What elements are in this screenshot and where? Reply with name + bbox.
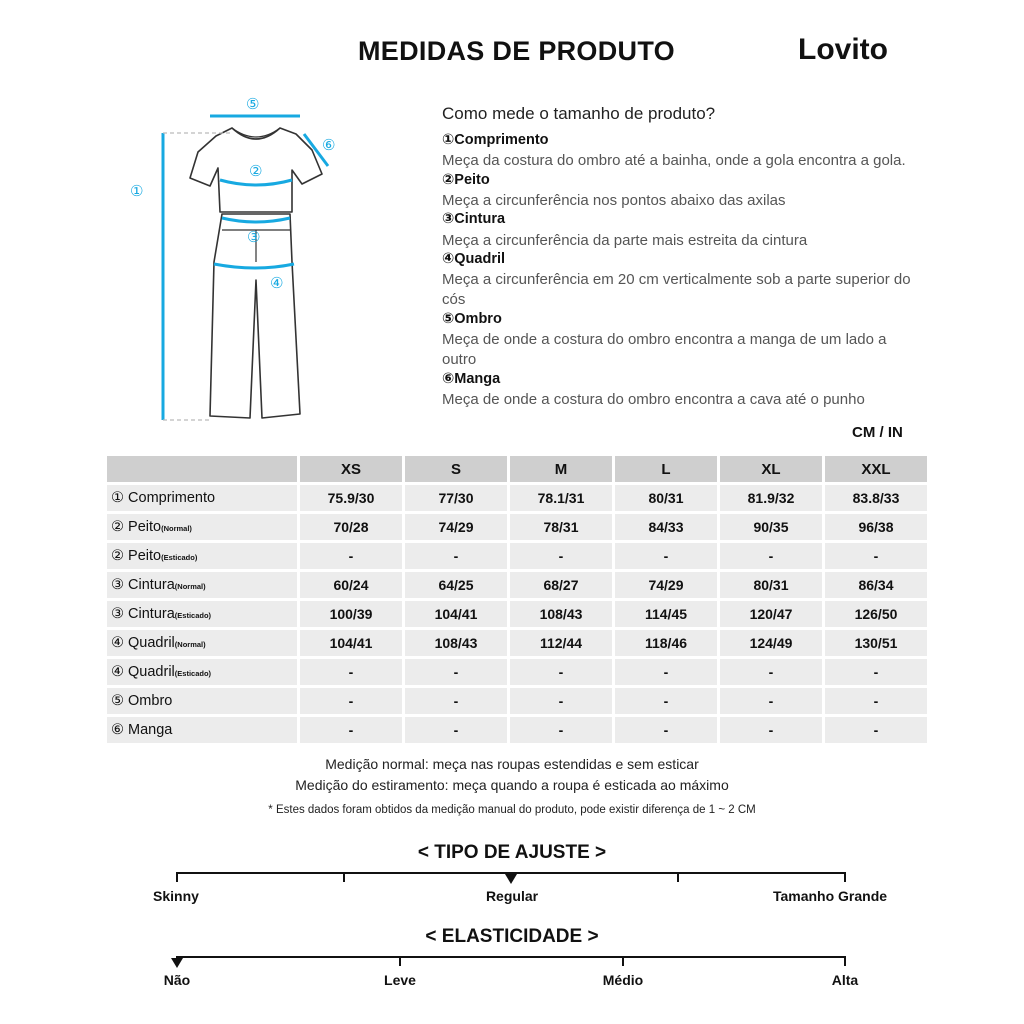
row-label bbox=[107, 717, 297, 743]
elasticity-label-medio: Médio bbox=[602, 972, 644, 988]
table-cell: 100/39 bbox=[300, 601, 402, 627]
table-row bbox=[107, 688, 927, 714]
table-cell: 81.9/32 bbox=[720, 485, 822, 511]
row-label bbox=[107, 659, 297, 685]
table-cell: - bbox=[300, 717, 402, 743]
table-cell: - bbox=[825, 659, 927, 685]
size-header: S bbox=[405, 456, 507, 482]
row-label-text: ③ Cintura bbox=[111, 606, 175, 622]
row-label-text: ④ Quadril bbox=[111, 664, 175, 680]
table-cell: - bbox=[615, 717, 717, 743]
table-cell: - bbox=[300, 659, 402, 685]
table-cell: 84/33 bbox=[615, 514, 717, 540]
row-label-sub: (Esticado) bbox=[174, 669, 212, 678]
table-cell: 126/50 bbox=[825, 601, 927, 627]
table-cell: - bbox=[825, 543, 927, 569]
table-cell: 78.1/31 bbox=[510, 485, 612, 511]
measure-desc-ombro: Meça de onde a costura do ombro encontra a manga de um lado a outro bbox=[442, 331, 887, 368]
row-label-sub: (Normal) bbox=[174, 582, 206, 591]
measure-desc-cintura: Meça a circunferência da parte mais estreita da cintura bbox=[442, 232, 808, 249]
elasticity-tick bbox=[622, 956, 624, 966]
table-cell: - bbox=[825, 688, 927, 714]
table-cell: - bbox=[825, 717, 927, 743]
unit-label: CM / IN bbox=[852, 424, 903, 441]
size-header: XL bbox=[720, 456, 822, 482]
measure-heading-cintura: ③Cintura bbox=[442, 211, 506, 227]
marker-5: ⑤ bbox=[246, 95, 260, 113]
row-label bbox=[107, 514, 297, 540]
row-label-text: ⑤ Ombro bbox=[111, 693, 173, 709]
size-header: M bbox=[510, 456, 612, 482]
table-cell: 108/43 bbox=[405, 630, 507, 656]
table-row bbox=[107, 630, 927, 656]
table-cell: - bbox=[615, 688, 717, 714]
marker-3: ③ bbox=[247, 228, 261, 246]
table-cell: 90/35 bbox=[720, 514, 822, 540]
table-cell: 77/30 bbox=[405, 485, 507, 511]
row-label bbox=[107, 601, 297, 627]
row-label bbox=[107, 485, 297, 511]
row-label-sub: (Normal) bbox=[174, 640, 206, 649]
fit-tick bbox=[343, 872, 345, 882]
table-cell: - bbox=[405, 543, 507, 569]
measure-desc-comprimento: Meça da costura do ombro até a bainha, onde a gola encontra a gola. bbox=[442, 152, 906, 169]
row-label-text: ① Comprimento bbox=[111, 490, 216, 506]
table-cell: 118/46 bbox=[615, 630, 717, 656]
table-cell: 75.9/30 bbox=[300, 485, 402, 511]
table-cell: 68/27 bbox=[510, 572, 612, 598]
table-cell: - bbox=[720, 543, 822, 569]
table-cell: - bbox=[300, 688, 402, 714]
row-label-text: ② Peito bbox=[111, 519, 162, 535]
elasticity-selected-pointer-icon bbox=[171, 958, 183, 968]
table-cell: 78/31 bbox=[510, 514, 612, 540]
measure-guide-title: Como mede o tamanho de produto? bbox=[442, 104, 716, 123]
table-header-row bbox=[107, 456, 927, 482]
measure-desc-peito: Meça a circunferência nos pontos abaixo das axilas bbox=[442, 192, 786, 209]
fit-selected-pointer-icon bbox=[505, 874, 517, 884]
size-header: XS bbox=[300, 456, 402, 482]
measure-heading-comprimento: ①Comprimento bbox=[442, 132, 549, 148]
table-row bbox=[107, 572, 927, 598]
table-cell: 86/34 bbox=[825, 572, 927, 598]
row-label-sub: (Esticado) bbox=[174, 611, 212, 620]
table-cell: 120/47 bbox=[720, 601, 822, 627]
measure-heading-quadril: ④Quadril bbox=[442, 251, 506, 267]
brand-logo: Lovito bbox=[798, 33, 888, 66]
table-cell: - bbox=[510, 543, 612, 569]
table-cell: 80/31 bbox=[720, 572, 822, 598]
note-disclaimer: * Estes dados foram obtidos da medição manual do produto, pode existir diferença de 1 ~ 2 CM bbox=[268, 804, 756, 816]
table-cell: 114/45 bbox=[615, 601, 717, 627]
table-cell: - bbox=[405, 659, 507, 685]
table-cell: 124/49 bbox=[720, 630, 822, 656]
elasticity-scale-line bbox=[176, 956, 846, 958]
table-cell: 104/41 bbox=[300, 630, 402, 656]
table-cell: 60/24 bbox=[300, 572, 402, 598]
row-label-text: ② Peito bbox=[111, 548, 162, 564]
row-label-text: ⑥ Manga bbox=[111, 722, 173, 738]
table-row bbox=[107, 543, 927, 569]
row-label bbox=[107, 688, 297, 714]
page-title: MEDIDAS DE PRODUTO bbox=[358, 36, 675, 66]
elasticity-label-leve: Leve bbox=[384, 972, 416, 988]
fit-tick bbox=[677, 872, 679, 882]
garment-measurement-figure bbox=[120, 90, 350, 430]
elasticity-tick bbox=[399, 956, 401, 966]
table-cell: 83.8/33 bbox=[825, 485, 927, 511]
table-row bbox=[107, 659, 927, 685]
elasticity-label-nao: Não bbox=[163, 972, 191, 988]
size-header: L bbox=[615, 456, 717, 482]
row-label-sub: (Esticado) bbox=[161, 553, 198, 562]
row-label bbox=[107, 572, 297, 598]
table-cell: - bbox=[510, 688, 612, 714]
size-table bbox=[104, 453, 930, 746]
elasticity-label-alta: Alta bbox=[831, 972, 859, 988]
fit-title: < TIPO DE AJUSTE > bbox=[417, 842, 607, 863]
table-cell: 64/25 bbox=[405, 572, 507, 598]
table-row bbox=[107, 601, 927, 627]
fit-tick bbox=[176, 872, 178, 882]
table-cell: - bbox=[615, 659, 717, 685]
note-normal: Medição normal: meça nas roupas estendidas e sem esticar bbox=[325, 756, 699, 772]
table-cell: 112/44 bbox=[510, 630, 612, 656]
table-cell: - bbox=[300, 543, 402, 569]
table-corner-cell bbox=[107, 456, 297, 482]
note-stretch: Medição do estiramento: meça quando a roupa é esticada ao máximo bbox=[295, 777, 729, 793]
row-label bbox=[107, 630, 297, 656]
table-cell: - bbox=[405, 717, 507, 743]
table-row bbox=[107, 717, 927, 743]
measure-heading-ombro: ⑤Ombro bbox=[442, 311, 502, 327]
measure-desc-manga: Meça de onde a costura do ombro encontra a cava até o punho bbox=[442, 391, 865, 408]
table-cell: 130/51 bbox=[825, 630, 927, 656]
fit-label-skinny: Skinny bbox=[153, 888, 199, 904]
table-cell: - bbox=[510, 717, 612, 743]
marker-2: ② bbox=[249, 162, 263, 180]
table-cell: 80/31 bbox=[615, 485, 717, 511]
row-label-text: ③ Cintura bbox=[111, 577, 175, 593]
table-cell: - bbox=[510, 659, 612, 685]
table-cell: - bbox=[720, 688, 822, 714]
table-cell: - bbox=[720, 659, 822, 685]
table-row bbox=[107, 514, 927, 540]
table-cell: 108/43 bbox=[510, 601, 612, 627]
table-cell: 74/29 bbox=[615, 572, 717, 598]
measure-heading-peito: ②Peito bbox=[442, 172, 490, 188]
marker-6: ⑥ bbox=[322, 136, 336, 154]
row-label-sub: (Normal) bbox=[161, 524, 192, 533]
measure-heading-manga: ⑥Manga bbox=[442, 371, 501, 387]
measure-desc-quadril: Meça a circunferência em 20 cm verticalmente sob a parte superior do cós bbox=[442, 271, 911, 308]
row-label-text: ④ Quadril bbox=[111, 635, 175, 651]
marker-4: ④ bbox=[270, 274, 284, 292]
table-row bbox=[107, 485, 927, 511]
table-cell: - bbox=[720, 717, 822, 743]
size-header: XXL bbox=[825, 456, 927, 482]
row-label bbox=[107, 543, 297, 569]
table-cell: - bbox=[615, 543, 717, 569]
table-cell: 96/38 bbox=[825, 514, 927, 540]
marker-1: ① bbox=[130, 182, 144, 200]
elasticity-title: < ELASTICIDADE > bbox=[425, 926, 599, 947]
table-cell: 70/28 bbox=[300, 514, 402, 540]
fit-tick bbox=[844, 872, 846, 882]
fit-label-regular: Regular bbox=[485, 888, 539, 904]
table-cell: - bbox=[405, 688, 507, 714]
fit-label-large: Tamanho Grande bbox=[772, 888, 888, 904]
elasticity-tick bbox=[844, 956, 846, 966]
table-cell: 74/29 bbox=[405, 514, 507, 540]
table-cell: 104/41 bbox=[405, 601, 507, 627]
